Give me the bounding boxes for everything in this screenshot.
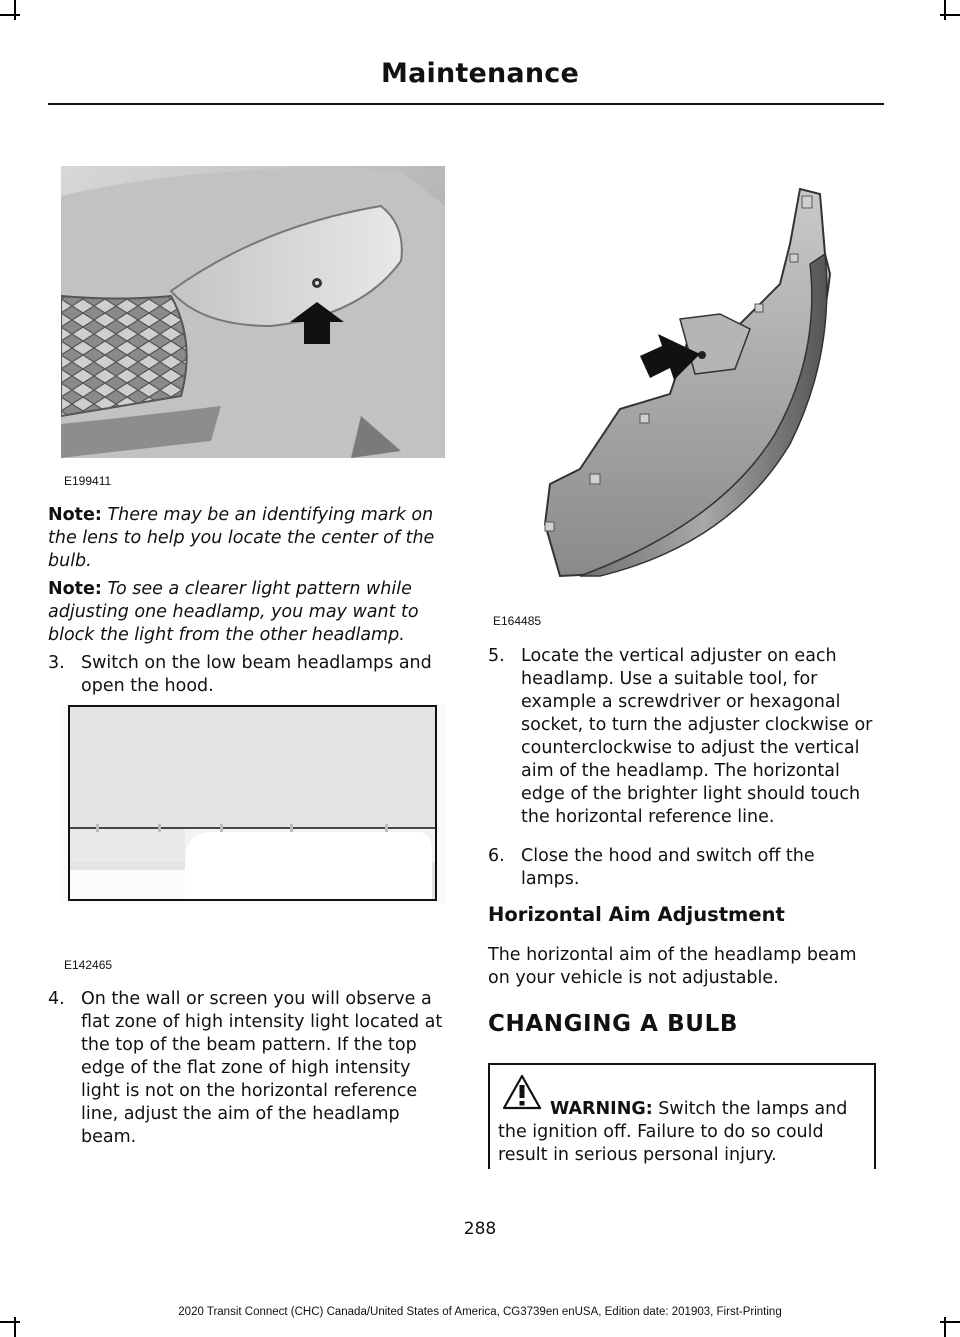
changing-bulb-heading: CHANGING A BULB (488, 1011, 738, 1037)
crop-mark (0, 1321, 20, 1323)
figure-code: E142465 (64, 958, 113, 972)
headlamp-front-figure (61, 166, 445, 458)
warning-text-block (498, 1098, 876, 1167)
step-number: 3. (48, 653, 65, 673)
note-label: Note: (48, 505, 102, 525)
headlamp-adjuster-arrow-illustration (490, 184, 882, 594)
headlamp-front-arrow-illustration (61, 166, 445, 458)
horizontal-aim-text: The horizontal aim of the headlamp beam on your vehicle is not adjustable. (488, 945, 857, 988)
header-rule (48, 103, 884, 105)
step-6 (488, 845, 880, 893)
step-4 (48, 988, 448, 1152)
note-label: Note: (48, 579, 102, 599)
beam-pattern-wall-illustration (60, 704, 446, 904)
note-block-light (48, 578, 448, 647)
warning-text: Switch the lamps and the ignition off. Failure to do so could result in serious personal injury. (498, 1099, 848, 1165)
step-text: Locate the vertical adjuster on each headlamp. Use a suitable tool, for example a screwdriver or hexagonal socket, to turn the adjuster clockwise or counterclockwise to adjust the vertical aim of the headlamp. The horizontal edge of the brighter light should touch the horizontal reference line. (521, 646, 873, 827)
headlamp-assembly-figure (490, 184, 882, 594)
crop-mark (944, 1317, 946, 1337)
crop-mark (14, 0, 16, 20)
step-number: 6. (488, 846, 505, 866)
step-text: Close the hood and switch off the lamps. (521, 846, 815, 889)
crop-mark (940, 1321, 960, 1323)
crop-mark (940, 14, 960, 16)
note-lens-mark (48, 504, 448, 573)
warning-box (488, 1063, 876, 1169)
warning-label: WARNING: (550, 1099, 653, 1119)
step-5 (488, 645, 880, 835)
figure-code: E164485 (493, 614, 542, 628)
horizontal-aim-heading: Horizontal Aim Adjustment (488, 903, 785, 926)
step-text: On the wall or screen you will observe a flat zone of high intensity light located at the top of the beam pattern. If the top edge of the flat zone of high intensity light is not on the horizontal reference line, adjust the aim of the headlamp beam. (81, 989, 443, 1147)
note-text: There may be an identifying mark on the lens to help you locate the center of the bulb. (48, 505, 435, 571)
step-3 (48, 652, 448, 700)
page-title: Maintenance (381, 58, 579, 89)
note-text: To see a clearer light pattern while adjusting one headlamp, you may want to block the light from the other headlamp. (48, 579, 419, 645)
step-number: 5. (488, 646, 505, 666)
figure-code: E199411 (64, 474, 112, 488)
step-number: 4. (48, 989, 65, 1009)
page-number: 288 (463, 1219, 497, 1239)
crop-mark (944, 0, 946, 20)
step-text: Switch on the low beam headlamps and open the hood. (81, 653, 432, 696)
beam-pattern-figure (60, 704, 446, 904)
footer-text: 2020 Transit Connect (CHC) Canada/United States of America, CG3739en enUSA, Edition date: 201903, First-Printing (178, 1306, 782, 1318)
crop-mark (0, 14, 20, 16)
crop-mark (14, 1317, 16, 1337)
